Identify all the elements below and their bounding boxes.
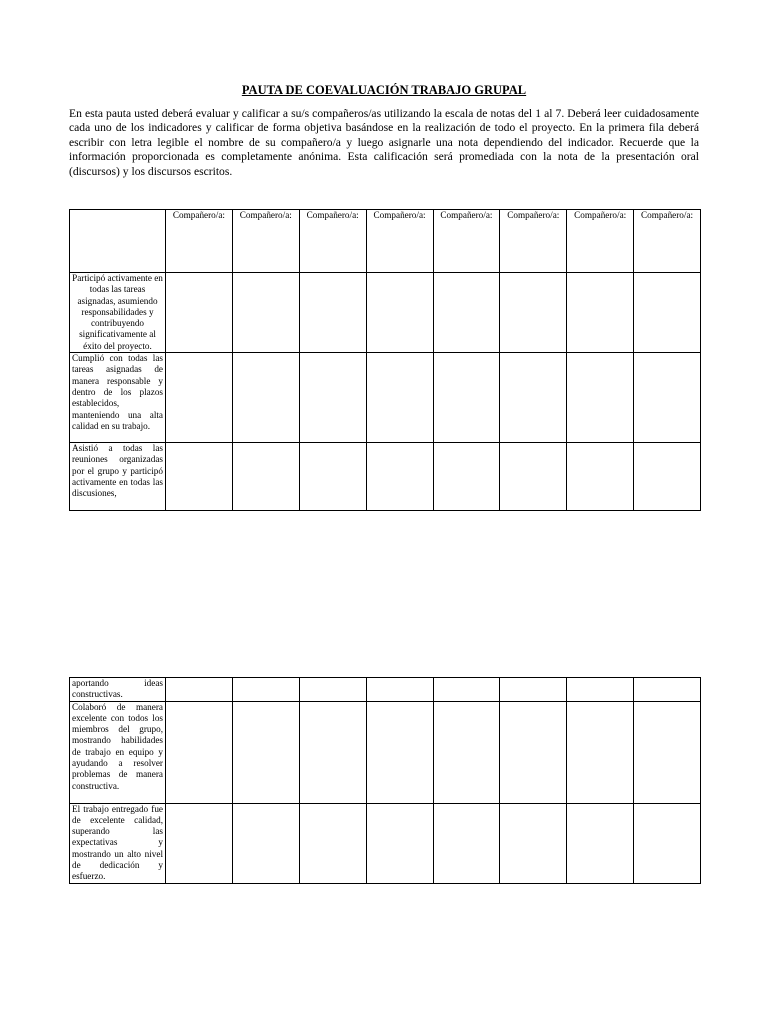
grade-cell[interactable] [166,678,233,702]
grade-cell[interactable] [433,678,500,702]
grade-cell[interactable] [433,443,500,511]
grade-cell[interactable] [634,701,701,803]
grade-cell[interactable] [567,443,634,511]
indicator-row [70,701,701,803]
grade-cell[interactable] [232,678,299,702]
indicator-row [70,353,701,443]
grade-cell[interactable] [232,701,299,803]
header-cell: Compañero/a: [232,210,299,273]
grade-cell[interactable] [433,273,500,353]
grade-cell[interactable] [232,803,299,883]
grade-cell[interactable] [366,803,433,883]
header-row [70,210,701,273]
grade-cell[interactable] [567,701,634,803]
grade-cell[interactable] [500,803,567,883]
grade-cell[interactable] [500,443,567,511]
grade-cell[interactable] [299,353,366,443]
header-cell: Compañero/a: [567,210,634,273]
grade-cell[interactable] [299,803,366,883]
grade-cell[interactable] [166,273,233,353]
header-cell: Compañero/a: [500,210,567,273]
indicator-row [70,443,701,511]
indicator-cell: Colaboró de manera excelente con todos los miembros del grupo, mostrando habilidades de trabajo en equipo y ayudando a resolver problemas de manera constructiva. [70,701,166,803]
grade-cell[interactable] [634,678,701,702]
grade-cell[interactable] [433,803,500,883]
grade-cell[interactable] [433,353,500,443]
grade-cell[interactable] [634,443,701,511]
grade-cell[interactable] [634,353,701,443]
grade-cell[interactable] [232,273,299,353]
header-cell: Compañero/a: [299,210,366,273]
grade-cell[interactable] [366,443,433,511]
grade-cell[interactable] [567,678,634,702]
header-cell: Compañero/a: [433,210,500,273]
header-cell: Compañero/a: [634,210,701,273]
grade-cell[interactable] [366,701,433,803]
corner-cell [70,210,166,273]
evaluation-table-part-2 [69,677,701,884]
grade-cell[interactable] [433,701,500,803]
page-title: PAUTA DE COEVALUACIÓN TRABAJO GRUPAL [241,83,527,97]
grade-cell[interactable] [634,273,701,353]
indicator-cell: El trabajo entregado fue de excelente calidad, superando las expectativas y mostrando un alto nivel de dedicación y esfuerzo. [70,803,166,883]
header-cell: Compañero/a: [366,210,433,273]
indicator-text: Asistió a todas las reuniones organizadas por el grupo y participó activamente en todas las discusiones, [72,443,163,499]
indicator-cell: Participó activamente en todas las tareas asignadas, asumiendo responsabilidades y contribuyendo significativamente al éxito del proyecto. [70,273,166,353]
indicator-row [70,678,701,702]
grade-cell[interactable] [232,353,299,443]
grade-cell[interactable] [500,678,567,702]
grade-cell[interactable] [299,273,366,353]
indicator-cell [70,443,166,511]
grade-cell[interactable] [500,701,567,803]
grade-cell[interactable] [166,701,233,803]
grade-cell[interactable] [500,273,567,353]
grade-cell[interactable] [166,443,233,511]
grade-cell[interactable] [166,803,233,883]
grade-cell[interactable] [567,803,634,883]
grade-cell[interactable] [299,678,366,702]
grade-cell[interactable] [366,353,433,443]
grade-cell[interactable] [500,353,567,443]
indicator-row [70,273,701,353]
grade-cell[interactable] [634,803,701,883]
grade-cell[interactable] [166,353,233,443]
grade-cell[interactable] [366,678,433,702]
grade-cell[interactable] [299,443,366,511]
grade-cell[interactable] [567,353,634,443]
grade-cell[interactable] [366,273,433,353]
header-cell: Compañero/a: [166,210,233,273]
indicator-row [70,803,701,883]
grade-cell[interactable] [232,443,299,511]
intro-paragraph: En esta pauta usted deberá evaluar y calificar a su/s compañeros/as utilizando la escala de notas del 1 al 7. Deberá leer cuidadosamente cada uno de los indicadores y calificar de forma objetiva basándose en la realización de todo el proyecto. En la primera fila deberá escribir con letra legible el nombre de su compañero/a y luego asignarle una nota dependiendo del indicador. Recuerde que la información proporcionada es completamente anónima. Esta calificación será promediada con la nota de la presentación oral (discursos) y los discursos escritos. [69,107,699,178]
grade-cell[interactable] [567,273,634,353]
indicator-cell: Cumplió con todas las tareas asignadas de manera responsable y dentro de los plazos establecidos, manteniendo una alta calidad en su trabajo. [70,353,166,443]
indicator-cell: aportando ideas constructivas. [70,678,166,702]
evaluation-table-part-1 [69,209,701,511]
grade-cell[interactable] [299,701,366,803]
